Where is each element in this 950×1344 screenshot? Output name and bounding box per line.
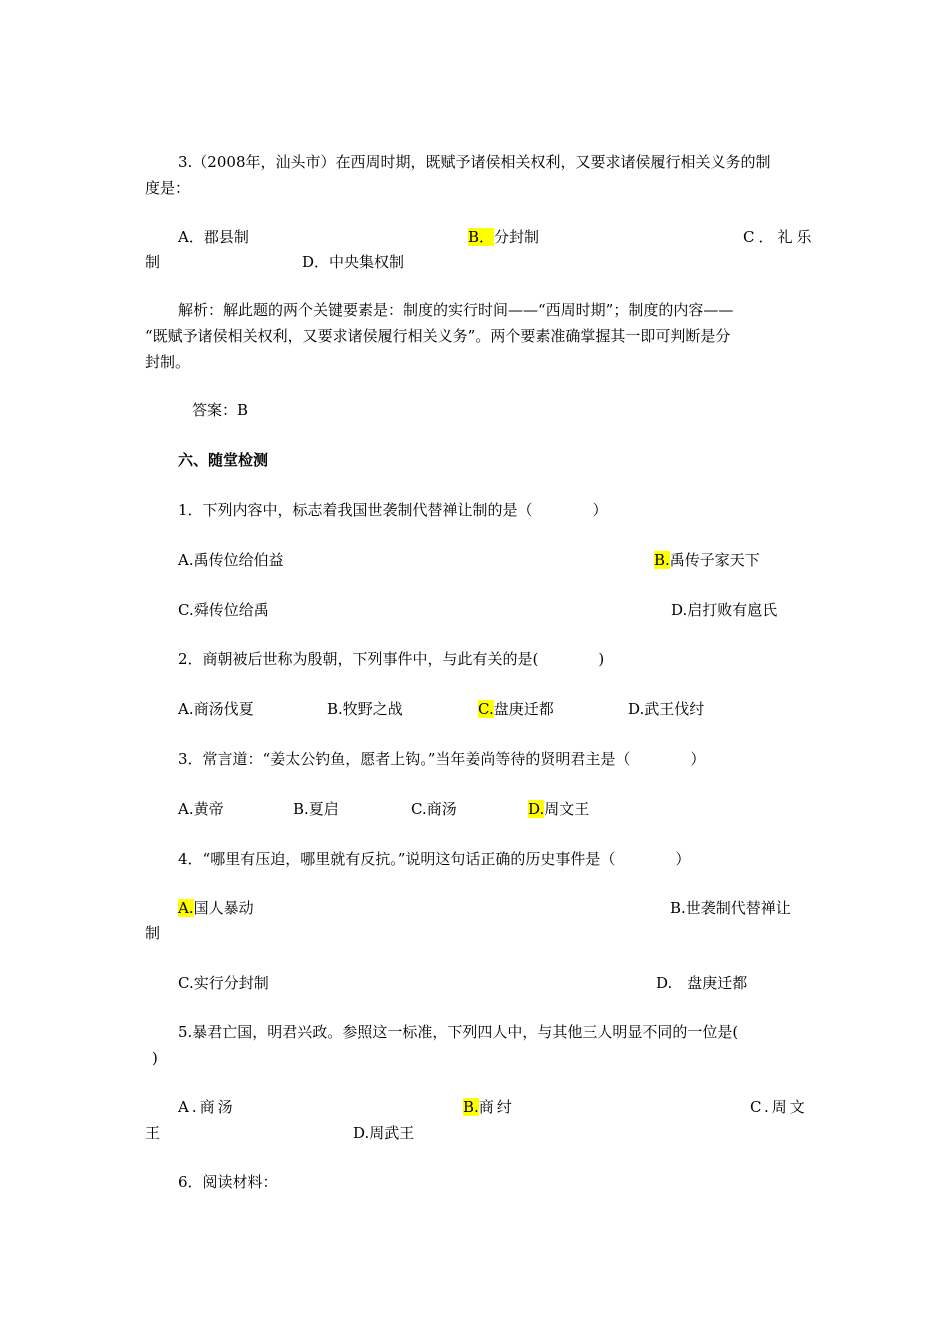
test-q3-stem: 3．常言道：“姜太公钓鱼，愿者上钩。”当年姜尚等待的贤明君主是（ ） bbox=[178, 750, 706, 768]
test-q2-option-d: D.武王伐纣 bbox=[628, 700, 705, 718]
test-q4-stem: 4．“哪里有压迫，哪里就有反抗。”说明这句话正确的历史事件是（ ） bbox=[178, 850, 691, 868]
test-q4-option-b: B.世袭制代替禅让 bbox=[670, 899, 791, 917]
test-q3-option-d-text: 周文王 bbox=[544, 800, 590, 818]
answer-highlight: C. bbox=[478, 700, 494, 718]
q3-answer: 答案：B bbox=[192, 401, 249, 419]
q3-option-c-wrap: 制 bbox=[145, 253, 161, 271]
answer-highlight: B. bbox=[654, 551, 670, 569]
q3-analysis-line2: “既赋予诸侯相关权利，又要求诸侯履行相关义务”。两个要素准确掌握其一即可判断是分 bbox=[145, 327, 731, 345]
test-q1-option-d: D.启打败有扈氏 bbox=[671, 601, 778, 619]
test-q2-option-c bbox=[478, 699, 554, 719]
test-q4-option-a-text: 国人暴动 bbox=[193, 899, 254, 917]
test-q5-option-b-text: 商纣 bbox=[478, 1098, 515, 1116]
test-q4-option-b-wrap: 制 bbox=[145, 924, 161, 942]
test-q3-option-b: B.夏启 bbox=[293, 800, 339, 818]
q3-option-d: D．中央集权制 bbox=[302, 253, 405, 271]
test-q5-option-b bbox=[463, 1097, 515, 1117]
test-q1-option-b-text: 禹传子家天下 bbox=[669, 551, 760, 569]
answer-highlight: B． bbox=[468, 228, 495, 246]
q3-analysis-line1: 解析：解此题的两个关键要素是：制度的实行时间——“西周时期”；制度的内容—— bbox=[178, 301, 734, 319]
test-q5-option-d: D.周武王 bbox=[353, 1124, 415, 1142]
test-q1-option-b bbox=[654, 550, 760, 570]
test-q3-option-a: A.黄帝 bbox=[178, 800, 224, 818]
test-q1-option-a: A.禹传位给伯益 bbox=[178, 551, 284, 569]
test-q5-option-c-wrap: 王 bbox=[145, 1124, 161, 1142]
q3-stem-line1: 3.（2008年，汕头市）在西周时期，既赋予诸侯相关权利，又要求诸侯履行相关义务的制 bbox=[178, 153, 771, 171]
q3-option-c: C．礼乐 bbox=[743, 228, 816, 246]
test-q5-option-a: A.商汤 bbox=[178, 1098, 236, 1116]
test-q3-option-d bbox=[528, 799, 589, 819]
test-q4-option-c: C.实行分封制 bbox=[178, 974, 269, 992]
test-q2-stem: 2．商朝被后世称为殷朝，下列事件中，与此有关的是( ) bbox=[178, 650, 605, 668]
section-title: 六、随堂检测 bbox=[178, 451, 269, 469]
q3-option-a: A．郡县制 bbox=[178, 228, 249, 246]
test-q4-option-d: D. 盘庚迁都 bbox=[656, 974, 748, 992]
test-q5-stem-line2: ) bbox=[152, 1049, 158, 1067]
q3-analysis-line3: 封制。 bbox=[145, 353, 191, 371]
answer-highlight: A. bbox=[178, 899, 194, 917]
q3-option-b-text: 分封制 bbox=[494, 228, 540, 246]
q3-stem-line2: 度是： bbox=[145, 179, 191, 197]
test-q1-stem: 1．下列内容中，标志着我国世袭制代替禅让制的是（ ） bbox=[178, 501, 608, 519]
test-q4-option-a bbox=[178, 898, 254, 918]
test-q5-stem-line1: 5.暴君亡国，明君兴政。参照这一标准，下列四人中，与其他三人明显不同的一位是( bbox=[178, 1023, 739, 1041]
test-q2-option-a: A.商汤伐夏 bbox=[178, 700, 254, 718]
test-q3-option-c: C.商汤 bbox=[411, 800, 457, 818]
test-q5-option-c: C.周文 bbox=[750, 1098, 808, 1116]
q3-option-b bbox=[468, 227, 539, 247]
answer-highlight: D. bbox=[528, 800, 545, 818]
test-q6-stem: 6．阅读材料： bbox=[178, 1173, 278, 1191]
test-q2-option-b: B.牧野之战 bbox=[327, 700, 403, 718]
answer-highlight: B. bbox=[463, 1098, 479, 1116]
test-q1-option-c: C.舜传位给禹 bbox=[178, 601, 269, 619]
test-q2-option-c-text: 盘庚迁都 bbox=[493, 700, 554, 718]
